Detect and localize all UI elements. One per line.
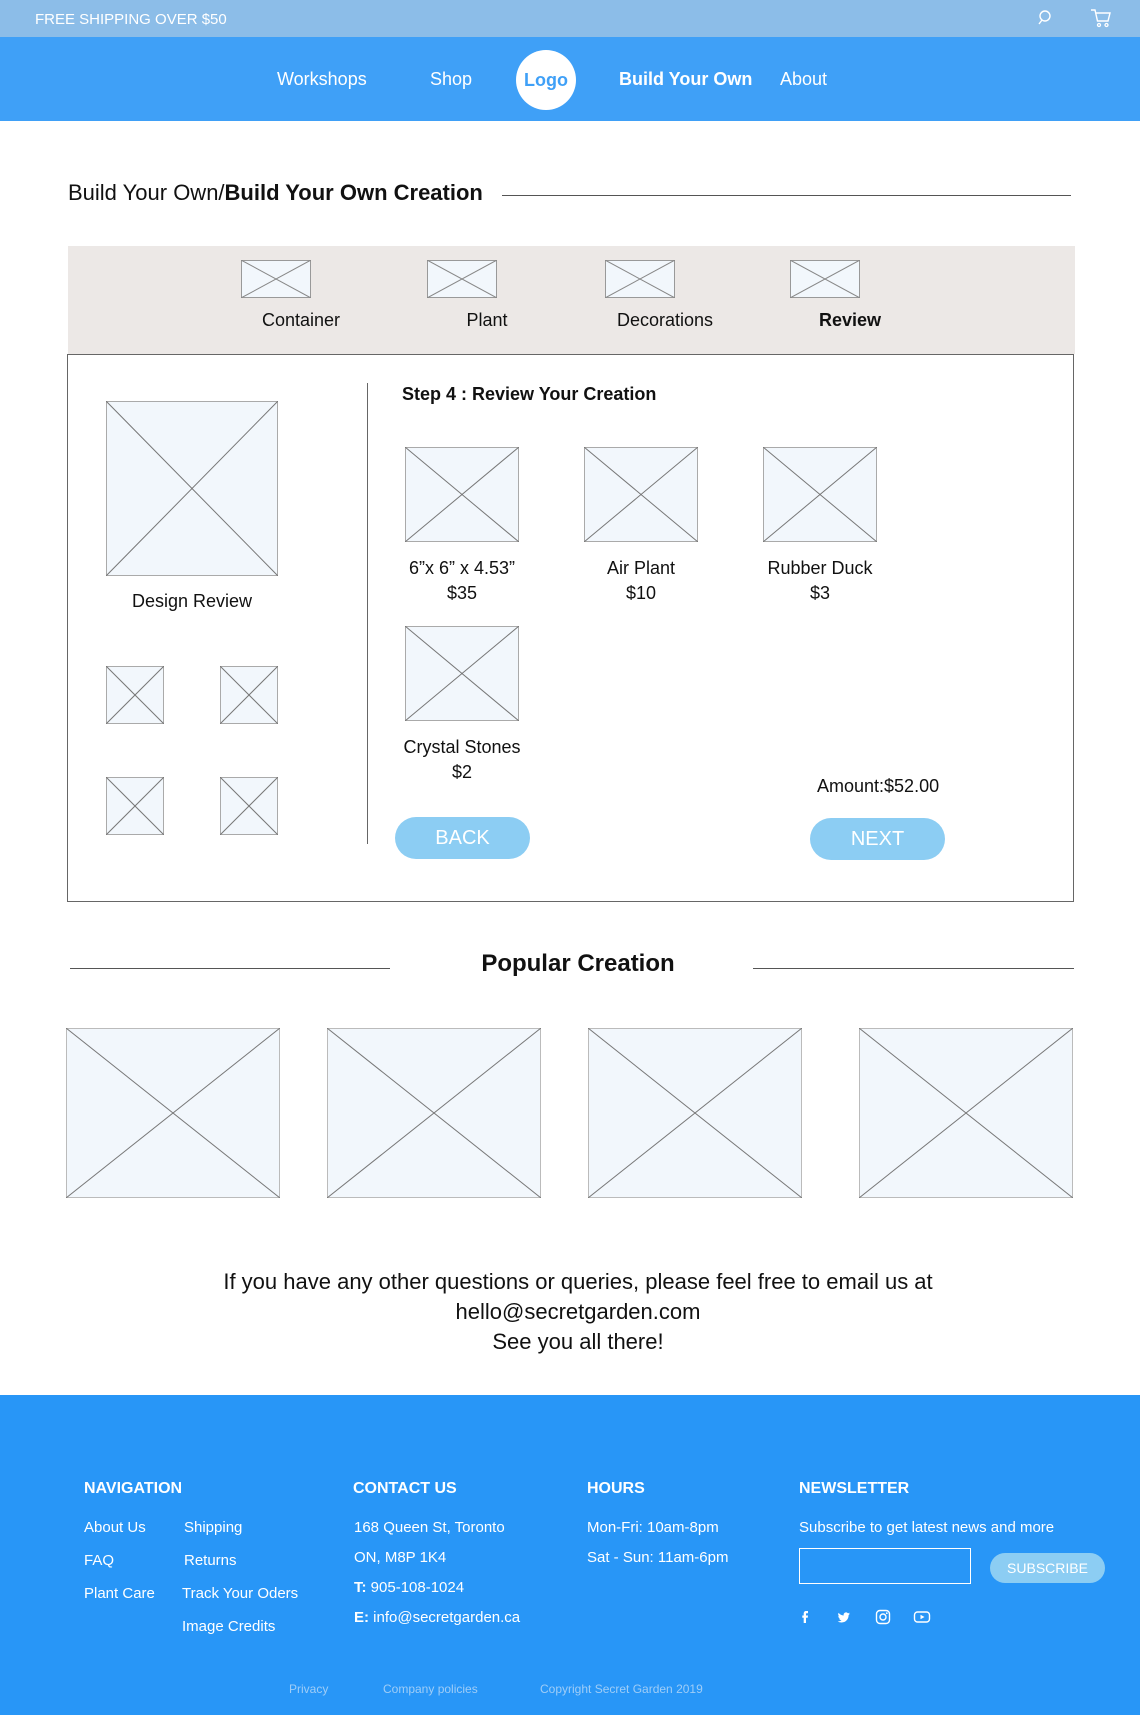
footer-link-faq[interactable]: FAQ [84, 1552, 115, 1569]
step-decorations[interactable] [605, 260, 725, 331]
design-thumb-1[interactable] [106, 666, 164, 724]
footer-hours-heading: HOURS [587, 1480, 645, 1497]
footer-contact-heading: CONTACT US [353, 1480, 457, 1497]
main-nav [0, 37, 1140, 121]
review-item-name: 6”x 6” x 4.53” [408, 558, 516, 578]
footer-phone-number[interactable]: 905-108-1024 [370, 1579, 465, 1596]
footer-privacy-link[interactable]: Privacy [289, 1682, 329, 1696]
step-plant-image [427, 260, 547, 298]
newsletter-email-input[interactable] [799, 1548, 971, 1584]
footer-phone [354, 1579, 464, 1596]
footer [0, 1395, 1140, 1715]
footer-email [354, 1609, 520, 1626]
back-button[interactable]: BACK [395, 817, 530, 859]
popular-card-4[interactable] [859, 1028, 1073, 1198]
step-review-image [790, 260, 910, 298]
footer-copyright: Copyright Secret Garden 2019 [540, 1682, 703, 1696]
footer-address-line-2: ON, M8P 1K4 [354, 1549, 447, 1566]
step-decorations-label: Decorations [616, 310, 714, 330]
popular-divider-right [753, 968, 1074, 969]
nav-build-your-own[interactable]: Build Your Own [619, 69, 753, 89]
review-item-price: $35 [446, 583, 478, 603]
twitter-icon[interactable] [834, 1607, 854, 1627]
popular-card-1[interactable] [66, 1028, 280, 1198]
next-button[interactable]: NEXT [810, 818, 945, 860]
review-item-image [405, 447, 519, 542]
review-item-price: $2 [451, 762, 473, 782]
contact-line-1: If you have any other questions or queries, please feel free to email us at [223, 1269, 933, 1294]
contact-email[interactable]: hello@secretgarden.com [455, 1299, 701, 1324]
footer-link-image-credits[interactable]: Image Credits [182, 1618, 276, 1635]
breadcrumb-current: Build Your Own Creation [224, 180, 483, 205]
design-preview-image [106, 401, 278, 576]
panel-divider [367, 383, 368, 844]
review-item-stones [402, 626, 522, 785]
logo[interactable]: Logo [516, 50, 576, 110]
cart-icon[interactable] [1089, 7, 1113, 29]
breadcrumb-parent[interactable]: Build Your Own/ [68, 180, 225, 205]
footer-link-returns[interactable]: Returns [184, 1552, 237, 1569]
youtube-icon[interactable] [912, 1607, 932, 1627]
review-item-container [402, 447, 522, 606]
subscribe-button[interactable]: SUBSCRIBE [990, 1553, 1105, 1583]
review-item-plant [581, 447, 701, 606]
contact-line-3: See you all there! [492, 1329, 664, 1354]
search-icon[interactable] [1035, 7, 1059, 29]
design-review-label: Design Review [131, 591, 253, 611]
review-item-decoration [760, 447, 880, 606]
review-item-image [763, 447, 877, 542]
footer-email-label: E: [354, 1609, 369, 1626]
footer-newsletter-heading: NEWSLETTER [799, 1480, 910, 1497]
step-container-image [241, 260, 361, 298]
footer-hours-weekend: Sat - Sun: 11am-6pm [587, 1549, 729, 1566]
footer-link-about-us[interactable]: About Us [84, 1519, 146, 1536]
breadcrumb [68, 180, 483, 206]
breadcrumb-divider [502, 195, 1071, 196]
promo-text: FREE SHIPPING OVER $50 [35, 11, 227, 28]
review-item-image [584, 447, 698, 542]
footer-navigation-heading: NAVIGATION [84, 1480, 183, 1497]
step-tabs [68, 246, 1075, 354]
footer-email-address[interactable]: info@secretgarden.ca [373, 1609, 521, 1626]
nav-about[interactable]: About [780, 69, 828, 89]
instagram-icon[interactable] [873, 1607, 893, 1627]
design-thumb-2[interactable] [220, 666, 278, 724]
step-plant-label: Plant [466, 310, 508, 330]
contact-message [0, 1267, 1140, 1357]
amount-total: Amount:$52.00 [817, 776, 940, 796]
review-item-name: Crystal Stones [403, 737, 521, 757]
review-item-name: Air Plant [606, 558, 676, 578]
nav-shop[interactable]: Shop [430, 69, 473, 89]
footer-link-shipping[interactable]: Shipping [184, 1519, 243, 1536]
step-title: Step 4 : Review Your Creation [402, 384, 657, 404]
footer-phone-label: T: [354, 1579, 367, 1596]
step-plant[interactable] [427, 260, 547, 331]
step-review-label: Review [818, 310, 882, 330]
review-item-image [405, 626, 519, 721]
popular-card-2[interactable] [327, 1028, 541, 1198]
step-review[interactable] [790, 260, 910, 331]
step-decorations-image [605, 260, 725, 298]
footer-address-line-1: 168 Queen St, Toronto [354, 1519, 505, 1536]
design-thumb-4[interactable] [220, 777, 278, 835]
design-thumb-3[interactable] [106, 777, 164, 835]
footer-newsletter-text: Subscribe to get latest news and more [799, 1519, 1055, 1536]
facebook-icon[interactable] [795, 1607, 815, 1627]
footer-link-track-orders[interactable]: Track Your Oders [182, 1585, 299, 1602]
review-item-name: Rubber Duck [767, 558, 873, 578]
promo-bar [0, 0, 1140, 37]
step-container-label: Container [261, 310, 341, 330]
review-item-price: $10 [625, 583, 657, 603]
nav-workshops[interactable]: Workshops [277, 69, 367, 89]
footer-link-plant-care[interactable]: Plant Care [84, 1585, 155, 1602]
review-item-price: $3 [809, 583, 831, 603]
popular-card-3[interactable] [588, 1028, 802, 1198]
step-container[interactable] [241, 260, 361, 331]
footer-hours-weekday: Mon-Fri: 10am-8pm [587, 1519, 719, 1536]
builder-panel [67, 354, 1074, 902]
footer-policies-link[interactable]: Company policies [383, 1682, 478, 1696]
popular-title: Popular Creation [481, 950, 675, 977]
